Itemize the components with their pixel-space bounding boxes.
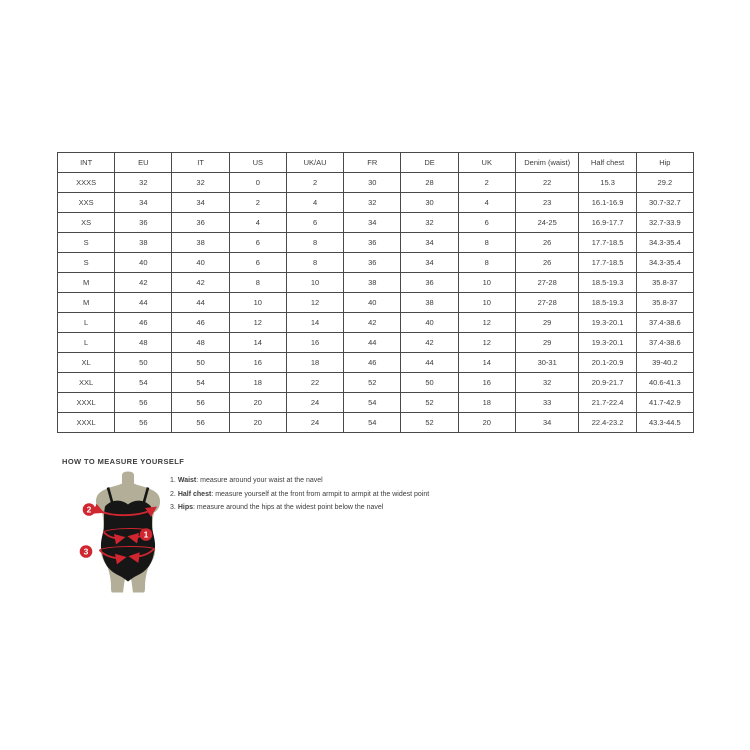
table-cell: 27-28 xyxy=(515,293,579,313)
size-chart-table xyxy=(57,152,694,433)
table-cell: XXXL xyxy=(58,393,115,413)
table-cell: 56 xyxy=(172,393,229,413)
table-cell: S xyxy=(58,253,115,273)
table-row xyxy=(58,373,694,393)
table-cell: 6 xyxy=(229,253,286,273)
instruction-text: : measure yourself at the front from armpit to armpit at the widest point xyxy=(211,490,430,498)
table-cell: 42 xyxy=(344,313,401,333)
table-cell: 52 xyxy=(344,373,401,393)
table-cell: 26 xyxy=(515,253,579,273)
table-cell: 17.7-18.5 xyxy=(579,253,636,273)
table-cell: 29 xyxy=(515,313,579,333)
table-cell: 4 xyxy=(286,193,343,213)
table-cell: 34.3-35.4 xyxy=(636,233,693,253)
table-cell: 39-40.2 xyxy=(636,353,693,373)
table-cell: 8 xyxy=(229,273,286,293)
table-cell: 30 xyxy=(344,173,401,193)
table-cell: 52 xyxy=(401,393,458,413)
table-cell: 37.4-38.6 xyxy=(636,313,693,333)
table-cell: 34 xyxy=(401,233,458,253)
table-row xyxy=(58,193,694,213)
instruction-number: 3. xyxy=(170,504,176,511)
marker-3-number: 3 xyxy=(83,546,89,557)
table-cell: XXS xyxy=(58,193,115,213)
table-cell: 56 xyxy=(115,413,172,433)
table-cell: 6 xyxy=(458,213,515,233)
table-cell: 17.7-18.5 xyxy=(579,233,636,253)
table-cell: 34 xyxy=(344,213,401,233)
table-cell: 4 xyxy=(229,213,286,233)
table-cell: 18 xyxy=(286,353,343,373)
table-cell: 48 xyxy=(172,333,229,353)
table-cell: 50 xyxy=(172,353,229,373)
table-cell: 24 xyxy=(286,413,343,433)
table-cell: 2 xyxy=(286,173,343,193)
table-cell: 18.5-19.3 xyxy=(579,293,636,313)
table-cell: 18.5-19.3 xyxy=(579,273,636,293)
table-cell: 12 xyxy=(458,313,515,333)
table-cell: 41.7-42.9 xyxy=(636,393,693,413)
instruction-label: Waist xyxy=(177,477,197,484)
instruction-number: 2. xyxy=(170,490,176,498)
table-cell: 46 xyxy=(172,313,229,333)
table-cell: 44 xyxy=(172,293,229,313)
table-cell: 20.9-21.7 xyxy=(579,373,636,393)
table-cell: XXL xyxy=(58,373,115,393)
table-cell: 29.2 xyxy=(636,173,693,193)
marker-2-number: 2 xyxy=(86,504,92,515)
table-cell: 2 xyxy=(458,173,515,193)
table-cell: 44 xyxy=(115,293,172,313)
table-cell: 34 xyxy=(401,253,458,273)
instruction-label: Half chest xyxy=(177,490,212,498)
table-cell: 36 xyxy=(401,273,458,293)
table-cell: 22 xyxy=(515,173,579,193)
table-cell: 28 xyxy=(401,173,458,193)
table-cell: 38 xyxy=(401,293,458,313)
table-cell: 0 xyxy=(229,173,286,193)
table-cell: 50 xyxy=(115,353,172,373)
table-row xyxy=(58,333,694,353)
table-cell: 32 xyxy=(515,373,579,393)
table-cell: XS xyxy=(58,213,115,233)
column-header: INT xyxy=(58,153,115,173)
table-cell: 54 xyxy=(344,393,401,413)
table-cell: XXXL xyxy=(58,413,115,433)
table-cell: 34 xyxy=(115,193,172,213)
table-cell: 12 xyxy=(229,313,286,333)
table-cell: 21.7-22.4 xyxy=(579,393,636,413)
table-cell: 56 xyxy=(172,413,229,433)
table-cell: 54 xyxy=(115,373,172,393)
table-cell: 22.4-23.2 xyxy=(579,413,636,433)
table-row xyxy=(58,313,694,333)
instruction-label: Hips xyxy=(177,504,194,511)
table-cell: 14 xyxy=(286,313,343,333)
table-cell: 16.9-17.7 xyxy=(579,213,636,233)
table-cell: 48 xyxy=(115,333,172,353)
table-row xyxy=(58,233,694,253)
table-cell: 43.3-44.5 xyxy=(636,413,693,433)
instruction-number: 1. xyxy=(170,477,176,484)
instruction-text: : measure around your waist at the navel xyxy=(196,477,323,484)
table-cell: 19.3-20.1 xyxy=(579,313,636,333)
table-cell: 26 xyxy=(515,233,579,253)
table-cell: 8 xyxy=(458,233,515,253)
instruction-text: : measure around the hips at the widest point below the navel xyxy=(193,504,384,511)
table-cell: 24-25 xyxy=(515,213,579,233)
table-row xyxy=(58,353,694,373)
table-cell: 27-28 xyxy=(515,273,579,293)
table-cell: 32 xyxy=(401,213,458,233)
table-cell: 36 xyxy=(344,233,401,253)
table-cell: 16 xyxy=(229,353,286,373)
column-header: Half chest xyxy=(579,153,636,173)
table-cell: 34.3-35.4 xyxy=(636,253,693,273)
table-cell: XXXS xyxy=(58,173,115,193)
column-header: FR xyxy=(344,153,401,173)
table-cell: 42 xyxy=(401,333,458,353)
table-cell: 12 xyxy=(286,293,343,313)
table-cell: 40.6-41.3 xyxy=(636,373,693,393)
table-cell: 19.3-20.1 xyxy=(579,333,636,353)
column-header: Denim (waist) xyxy=(515,153,579,173)
table-cell: 8 xyxy=(286,233,343,253)
table-cell: 44 xyxy=(344,333,401,353)
column-header: IT xyxy=(172,153,229,173)
table-row xyxy=(58,273,694,293)
table-cell: 32.7-33.9 xyxy=(636,213,693,233)
table-cell: 54 xyxy=(344,413,401,433)
table-cell: 14 xyxy=(458,353,515,373)
table-row xyxy=(58,413,694,433)
table-cell: 44 xyxy=(401,353,458,373)
table-cell: 38 xyxy=(172,233,229,253)
table-cell: 36 xyxy=(115,213,172,233)
table-cell: 38 xyxy=(115,233,172,253)
table-cell: L xyxy=(58,333,115,353)
table-cell: 10 xyxy=(458,273,515,293)
table-cell: 40 xyxy=(172,253,229,273)
table-cell: 37.4-38.6 xyxy=(636,333,693,353)
table-row xyxy=(58,393,694,413)
table-cell: 38 xyxy=(344,273,401,293)
table-cell: 14 xyxy=(229,333,286,353)
table-cell: 24 xyxy=(286,393,343,413)
column-header: US xyxy=(229,153,286,173)
table-cell: 18 xyxy=(229,373,286,393)
table-cell: 2 xyxy=(229,193,286,213)
table-cell: 35.8-37 xyxy=(636,273,693,293)
table-cell: 35.8-37 xyxy=(636,293,693,313)
column-header: UK/AU xyxy=(286,153,343,173)
measure-instructions xyxy=(170,474,429,515)
header-row xyxy=(58,153,694,173)
table-cell: S xyxy=(58,233,115,253)
table-row xyxy=(58,173,694,193)
table-cell: 30-31 xyxy=(515,353,579,373)
instruction-hips xyxy=(170,501,429,515)
table-cell: 42 xyxy=(172,273,229,293)
table-cell: 8 xyxy=(458,253,515,273)
table-cell: 20 xyxy=(229,413,286,433)
table-cell: 10 xyxy=(458,293,515,313)
table-cell: 20 xyxy=(229,393,286,413)
table-cell: 32 xyxy=(344,193,401,213)
table-cell: 20 xyxy=(458,413,515,433)
table-cell: 52 xyxy=(401,413,458,433)
table-cell: 30.7-32.7 xyxy=(636,193,693,213)
table-cell: 34 xyxy=(172,193,229,213)
table-cell: 40 xyxy=(115,253,172,273)
table-cell: 34 xyxy=(515,413,579,433)
measurement-figure xyxy=(70,468,182,600)
instruction-waist xyxy=(170,474,429,488)
table-cell: 36 xyxy=(172,213,229,233)
table-cell: 12 xyxy=(458,333,515,353)
mannequin-illustration xyxy=(70,468,182,600)
table-cell: 16.1-16.9 xyxy=(579,193,636,213)
table-cell: 50 xyxy=(401,373,458,393)
table-cell: 6 xyxy=(229,233,286,253)
table-cell: 42 xyxy=(115,273,172,293)
table-cell: 6 xyxy=(286,213,343,233)
table-cell: 40 xyxy=(401,313,458,333)
table-cell: 46 xyxy=(115,313,172,333)
column-header: Hip xyxy=(636,153,693,173)
table-cell: M xyxy=(58,273,115,293)
table-cell: 30 xyxy=(401,193,458,213)
table-cell: M xyxy=(58,293,115,313)
column-header: DE xyxy=(401,153,458,173)
table-cell: 40 xyxy=(344,293,401,313)
table-cell: 16 xyxy=(458,373,515,393)
table-row xyxy=(58,253,694,273)
table-cell: 15.3 xyxy=(579,173,636,193)
table-cell: 32 xyxy=(172,173,229,193)
table-cell: L xyxy=(58,313,115,333)
table-cell: 16 xyxy=(286,333,343,353)
table-cell: XL xyxy=(58,353,115,373)
table-cell: 32 xyxy=(115,173,172,193)
column-header: EU xyxy=(115,153,172,173)
table-cell: 22 xyxy=(286,373,343,393)
table-cell: 8 xyxy=(286,253,343,273)
measure-section-title: HOW TO MEASURE YOURSELF xyxy=(62,457,185,466)
table-cell: 4 xyxy=(458,193,515,213)
marker-1-number: 1 xyxy=(143,529,149,540)
table-cell: 29 xyxy=(515,333,579,353)
table-cell: 20.1-20.9 xyxy=(579,353,636,373)
table-cell: 18 xyxy=(458,393,515,413)
table-cell: 23 xyxy=(515,193,579,213)
table-cell: 54 xyxy=(172,373,229,393)
table-cell: 46 xyxy=(344,353,401,373)
table-cell: 10 xyxy=(286,273,343,293)
table-cell: 56 xyxy=(115,393,172,413)
table-row xyxy=(58,213,694,233)
column-header: UK xyxy=(458,153,515,173)
table-cell: 36 xyxy=(344,253,401,273)
table-row xyxy=(58,293,694,313)
table-cell: 10 xyxy=(229,293,286,313)
instruction-half-chest xyxy=(170,488,429,502)
table-cell: 33 xyxy=(515,393,579,413)
